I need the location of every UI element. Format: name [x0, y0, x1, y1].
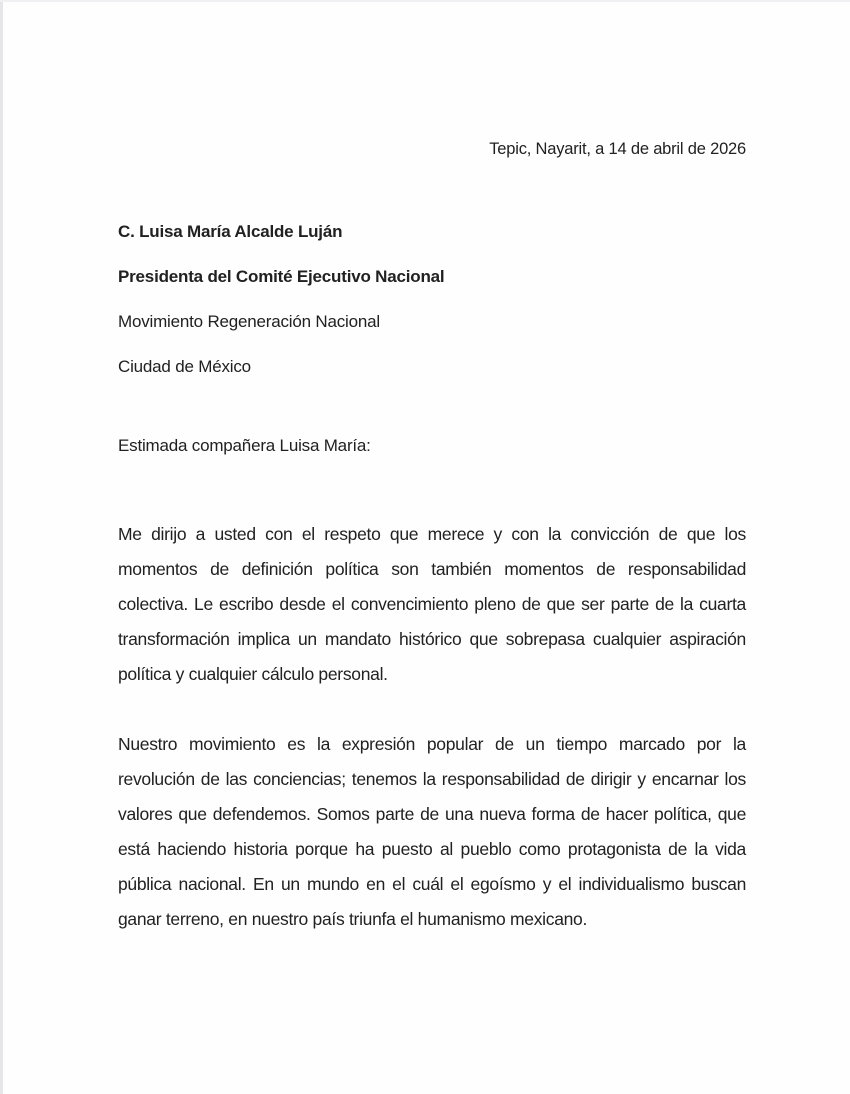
recipient-block	[118, 222, 746, 377]
letter-paragraph-2: Nuestro movimiento es la expresión popular de un tiempo marcado por la revolución de las conciencias; tenemos la responsabilidad de dirigir y encarnar los valores que defendemos. Somos parte de una nueva forma de hacer política, que está haciendo historia porque ha puesto al pueblo como protagonista de la vida pública nacional. En un mundo en el cuál el egoísmo y el individualismo buscan ganar terreno, en nuestro país triunfa el humanismo mexicano.	[118, 734, 746, 929]
recipient-organization: Movimiento Regeneración Nacional	[118, 312, 380, 331]
letter-content	[118, 0, 746, 937]
salutation: Estimada compañera Luisa María:	[118, 436, 371, 455]
recipient-title: Presidenta del Comité Ejecutivo Nacional	[118, 267, 445, 286]
letter-paragraph-1: Me dirijo a usted con el respeto que merece y con la convicción de que los momentos de definición política son también momentos de responsabilidad colectiva. Le escribo desde el convencimiento pleno de que ser parte de la cuarta transformación implica un mandato histórico que sobrepasa cualquier aspiración política y cualquier cálculo personal.	[118, 524, 746, 684]
scan-edge-left	[0, 0, 3, 1094]
date-line: Tepic, Nayarit, a 14 de abril de 2026	[489, 140, 746, 158]
recipient-name: C. Luisa María Alcalde Luján	[118, 222, 343, 241]
recipient-city: Ciudad de México	[118, 357, 251, 376]
